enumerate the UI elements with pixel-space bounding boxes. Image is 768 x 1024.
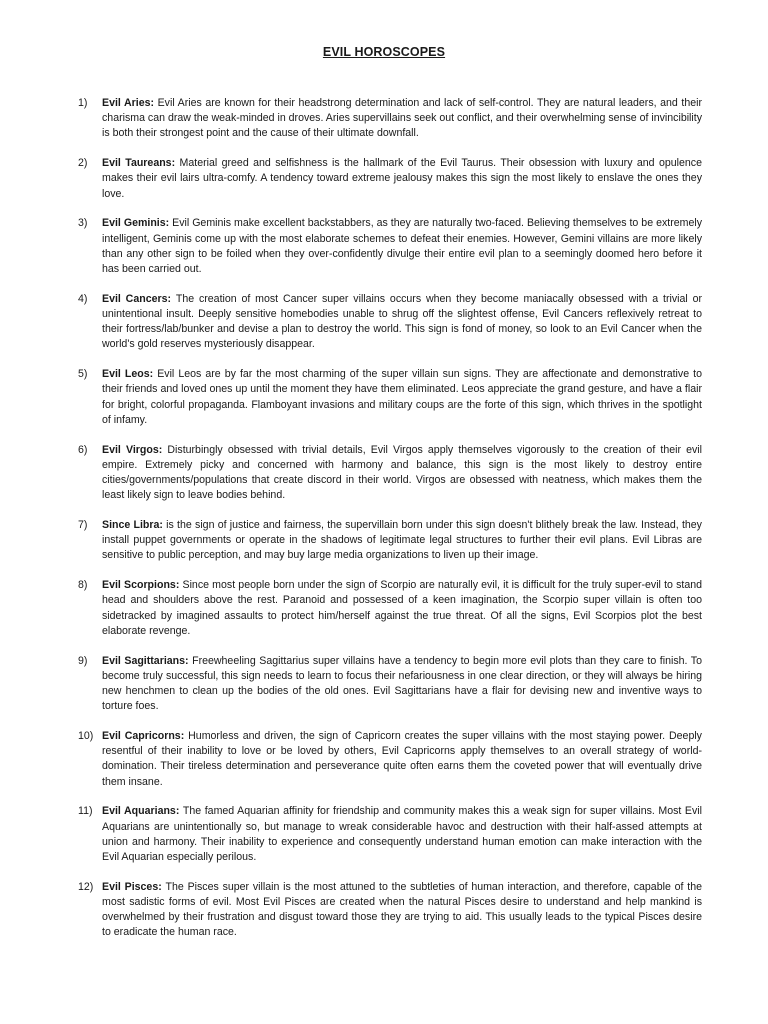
name-separator: : [159,519,167,532]
name-separator: : [150,97,158,109]
item-number: 10) [78,730,94,743]
sign-name: Evil Scorpions [102,579,176,592]
list-item [78,518,702,564]
item-number: 4) [78,292,88,305]
name-separator: : [175,805,183,818]
horoscope-list [78,96,702,955]
item-number: 6) [78,443,88,456]
sign-name: Evil Sagittarians [102,654,186,667]
list-item [78,880,702,941]
item-number: 8) [78,579,88,592]
name-separator: : [185,654,193,667]
item-text: The Pisces super villain is the most attuned to the subtleties of human interaction, and therefore, capable of the most sadistic forms of evil. Most Evil Pisces are created when the natural Pisces desire to understand and help mankind is overwhelmed by their frustration and disgust toward those they are trying to aid. This usually leads to the typical Pisces desire to eradicate the human race. [102,880,702,939]
item-text: Since most people born under the sign of Scorpio are naturally evil, it is difficult for the truly super-evil to stand head and shoulders above the rest. Paranoid and possessed of a keen imagination, the Scorpio super villain is often too sidetracked by imagined assaults to protect him/herself against the true threat. Of all the signs, Evil Scorpios plot the best elaborate revenge. [102,579,702,637]
name-separator: : [158,443,168,456]
sign-name: Evil Capricorns [102,730,181,743]
item-number: 9) [78,654,88,667]
item-number: 3) [78,217,88,230]
list-item [78,156,702,202]
item-text: Evil Geminis make excellent backstabbers, as they are naturally two-faced. Believing themselves to be extremely intelligent, Geminis come up with the most elaborate schemes to defeat their enemies. However, Gemini villains are more likely than any other sign to be foiled when they over-confidently divulge their entire evil plan to a seemingly doomed hero before it has been carried out. [102,217,702,276]
name-separator: : [165,217,173,230]
name-separator: : [171,157,180,170]
list-item [78,292,702,353]
item-text: The creation of most Cancer super villains occurs when they become maniacally obsessed with a trivial or unintentional insult. Deeply sensitive homebodies unable to shrug off the slightest offense, Evil Cancers reflexively retreat to their fortress/lab/bunker and devise a plan to destroy the world. This sign is fond of money, so look to an Evil Cancer when the world's gold reserves mysteriously disappear. [102,292,702,351]
item-text: Evil Aries are known for their headstrong determination and lack of self-control. They are natural leaders, and their charisma can draw the weak-minded in droves. Aries supervillains seek out conflict, and their overwhelming sense of invincibility is both their strongest point and the cause of their ultimate downfall. [102,97,703,140]
list-item [78,216,702,277]
document-title: EVIL HOROSCOPES [322,45,446,59]
name-separator: : [180,730,189,743]
sign-name: Since Libra [102,519,160,532]
name-separator: : [167,292,176,305]
item-text: Disturbingly obsessed with trivial details, Evil Virgos apply themselves vigorously to the creation of their evil empire. Extremely picky and concerned with harmony and balance, this sign is the most likely to destroy entire cities/governments/populations that create discord in their world. Virgos are obsessed with neatness, which makes them the least likely sign to leave bodies behind. [102,443,703,502]
list-item [78,804,702,865]
item-number: 2) [78,157,88,170]
item-text: The famed Aquarian affinity for friendship and community makes this a weak sign for super villains. Most Evil Aquarians are unintentionally so, but manage to wreak considerable havoc and destruction with their half-assed attempts at union and harmony. Their inability to experience and consequently understand human emotion can make interaction with the Evil Aquarian especially perilous. [102,805,702,864]
sign-name: Evil Aries [102,97,151,109]
item-number: 12) [78,880,94,893]
list-item [78,654,702,715]
list-item [78,443,702,504]
sign-name: Evil Leos [102,368,150,381]
sign-name: Evil Virgos [102,443,159,456]
name-separator: : [158,880,166,893]
item-number: 5) [78,368,88,381]
item-text: Material greed and selfishness is the hallmark of the Evil Taurus. Their obsession with luxury and opulence makes their evil lairs ultra-comfy. A tendency toward extreme jealousy makes this sign the most likely to enslave the ones they love. [102,157,702,200]
sign-name: Evil Pisces [102,880,159,893]
list-item [78,729,702,790]
item-number: 11) [78,805,93,818]
item-number: 1) [78,97,88,109]
sign-name: Evil Cancers [102,292,168,305]
sign-name: Evil Taureans [102,157,172,170]
item-number: 7) [78,519,88,532]
name-separator: : [149,368,158,381]
item-text: Freewheeling Sagittarius super villains have a tendency to begin more evil plots than they care to finish. To become truly successful, this sign needs to learn to focus their nefariousness in one clear direction, or they will always be hiring new henchmen to clean up the bodies of the old ones. Evil Sagittarians have a flair for devising new and inventive ways to torture foes. [102,654,702,713]
list-item [78,367,702,428]
item-text: Humorless and driven, the sign of Capricorn creates the super villains with the most staying power. Deeply resentful of their inability to love or be loved by others, Evil Capricorns apply themselves to an overall strategy of world-domination. Their tireless determination and perseverance quite often earns them the coveted power that will eventually drive them insane. [102,730,702,788]
list-item [78,578,702,639]
list-item [78,96,702,142]
sign-name: Evil Geminis [102,217,166,230]
sign-name: Evil Aquarians [102,805,176,818]
item-text: Evil Leos are by far the most charming of the super villain sun signs. They are affectionate and demonstrative to their friends and loved ones up until the moment they have them eliminated. Leos appreciate the grand gesture, and have a flair for bright, colorful propaganda. Flamboyant invasions and military coups are the forte of this sign, which thrives in the spotlight of infamy. [102,368,702,426]
name-separator: : [175,579,183,592]
item-text: is the sign of justice and fairness, the supervillain born under this sign doesn't blithely break the law. Instead, they install puppet governments or operate in the shadows of legitimate legal structures to further their evil plans. Evil Libras are sensitive to public perception, and may buy large media organizations to liven up their image. [102,519,702,562]
